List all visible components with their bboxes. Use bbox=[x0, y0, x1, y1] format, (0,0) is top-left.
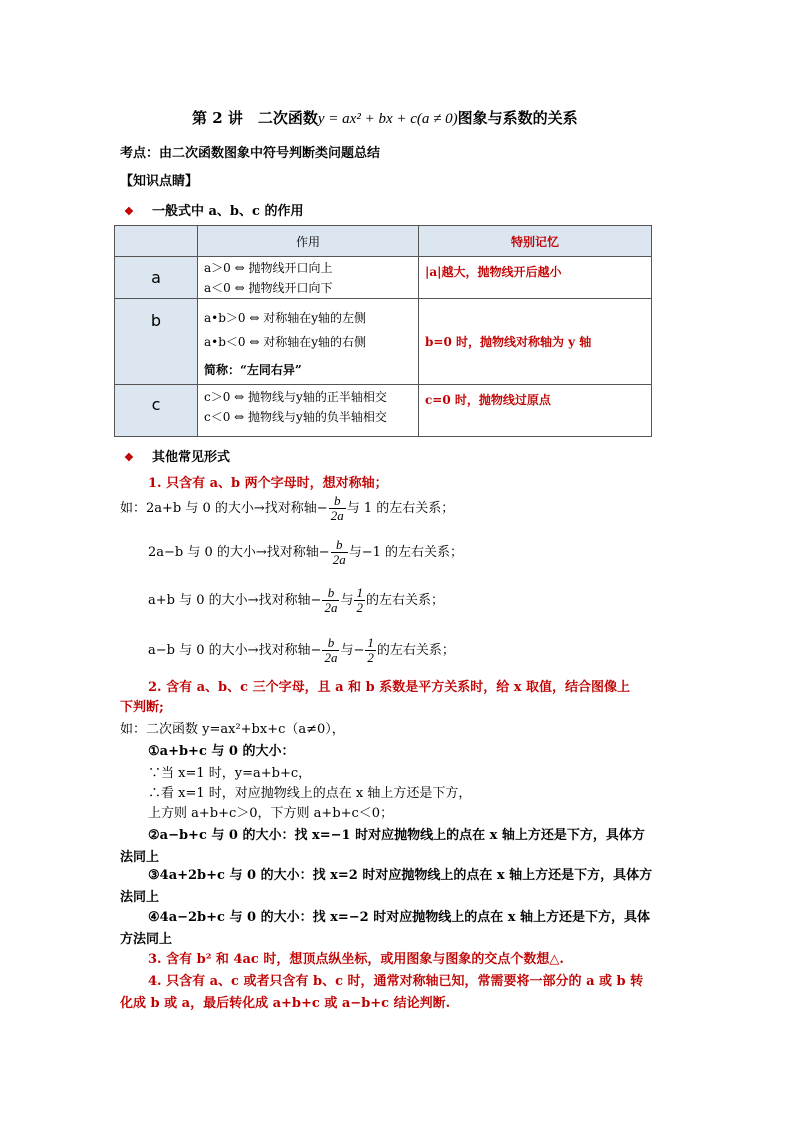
diamond-bullet-icon: ❖ bbox=[124, 205, 134, 218]
point-4-line-1: 4. 只含有 a、c 或者只含有 b、c 时，通常对称轴已知，常需要将一部分的 a 或 b 转 bbox=[148, 974, 644, 989]
point-1: 1. 只含有 a、b 两个字母时，想对称轴； bbox=[148, 476, 388, 491]
role-line: a＞0 ⇔ 抛物线开口向上 bbox=[204, 260, 333, 275]
example-therefore: ∴看 x=1 时，对应抛物线上的点在 x 轴上方还是下方， bbox=[148, 786, 472, 801]
minus-sign: − bbox=[310, 643, 322, 658]
section-general-form bbox=[124, 200, 303, 219]
fraction-den: 2a bbox=[324, 650, 338, 665]
example-item-2-line-1: ②a−b+c 与 0 的大小：找 x=−1 时对应抛物线上的点在 x 轴上方还是下方，具体方 bbox=[148, 828, 645, 843]
example-conclusion: 上方则 a+b+c＞0，下方则 a+b+c＜0； bbox=[148, 806, 394, 821]
fraction-den: 2a bbox=[332, 552, 346, 567]
minus-sign: − bbox=[318, 545, 330, 560]
point-2-line-2: 下判断; bbox=[120, 700, 164, 715]
row-letter: a bbox=[115, 257, 198, 299]
coefficient-table bbox=[114, 225, 652, 437]
fraction-one-half bbox=[365, 636, 376, 665]
example-a-minus-b bbox=[148, 636, 455, 665]
point-3: 3. 含有 b² 和 4ac 时，想顶点纵坐标，或用图象与图象的交点个数想△. bbox=[148, 952, 564, 967]
section-other-forms bbox=[124, 446, 230, 465]
fraction-den: 2a bbox=[324, 600, 338, 615]
row-memory: |a|越大，抛物线开后越小 bbox=[419, 257, 652, 299]
fraction-den: 2a bbox=[330, 508, 344, 523]
example-2a-plus-b bbox=[120, 494, 454, 523]
fraction-num: b bbox=[322, 586, 339, 601]
table-row bbox=[115, 257, 652, 299]
row-role bbox=[198, 257, 419, 299]
row-letter: c bbox=[115, 385, 198, 437]
example-item-3-line-2: 法同上 bbox=[120, 890, 160, 905]
role-line: a•b＞0 ⇔ 对称轴在y轴的左侧 bbox=[204, 310, 367, 325]
example-item-4-line-2: 方法同上 bbox=[120, 932, 173, 947]
table-row bbox=[115, 385, 652, 437]
fraction-b-over-2a bbox=[331, 538, 348, 567]
example-item-1: ①a+b+c 与 0 的大小： bbox=[148, 744, 295, 759]
title-formula: y = ax² + bx + c(a ≠ 0) bbox=[317, 111, 458, 127]
example-tail: 与−1 的左右关系； bbox=[348, 545, 463, 560]
fraction-b-over-2a bbox=[329, 494, 346, 523]
minus-sign: − bbox=[316, 501, 328, 516]
row-memory: c=0 时，抛物线过原点 bbox=[419, 385, 652, 437]
example-tail: 的左右关系； bbox=[376, 643, 455, 658]
example-lead: a−b 与 0 的大小→找对称轴 bbox=[148, 643, 311, 658]
role-line: 简称：“左同右异” bbox=[204, 362, 302, 377]
example-lead: 如：2a+b 与 0 的大小→找对称轴 bbox=[120, 501, 317, 516]
role-line: c＞0 ⇔ 抛物线与y轴的正半轴相交 bbox=[204, 390, 387, 404]
fraction-b-over-2a bbox=[322, 586, 339, 615]
kaodian-heading: 考点：由二次函数图象中符号判断类问题总结 bbox=[120, 146, 381, 161]
row-role bbox=[198, 385, 419, 437]
example-item-4-line-1: ④4a−2b+c 与 0 的大小：找 x=−2 时对应抛物线上的点在 x 轴上方还是下方，具体 bbox=[148, 910, 651, 925]
fraction-num: b bbox=[322, 636, 339, 651]
table-row bbox=[115, 299, 652, 385]
fraction-num: b bbox=[331, 538, 348, 553]
example-item-3-line-1: ③4a+2b+c 与 0 的大小：找 x=2 时对应抛物线上的点在 x 轴上方还是下方，具体方 bbox=[148, 868, 653, 883]
table-corner bbox=[115, 226, 198, 257]
example-intro: 如：二次函数 y=ax²+bx+c（a≠0）， bbox=[120, 722, 345, 737]
table-header-role: 作用 bbox=[198, 226, 419, 257]
row-role bbox=[198, 299, 419, 385]
fraction-den: 2 bbox=[356, 600, 363, 615]
fraction-den: 2 bbox=[367, 650, 374, 665]
example-mid: 与− bbox=[340, 643, 365, 658]
knowledge-heading: 【知识点睛】 bbox=[120, 174, 199, 189]
fraction-num: 1 bbox=[367, 635, 374, 650]
table-header-memory: 特别记忆 bbox=[419, 226, 652, 257]
fraction-b-over-2a bbox=[322, 636, 339, 665]
point-2-line-1: 2. 含有 a、b、c 三个字母，且 a 和 b 系数是平方关系时，给 x 取值，结合图像上 bbox=[148, 680, 630, 695]
minus-sign: − bbox=[310, 593, 322, 608]
fraction-num: b bbox=[329, 494, 346, 509]
role-line: c＜0 ⇔ 抛物线与y轴的负半轴相交 bbox=[204, 410, 387, 424]
title-suffix: 图象与系数的关系 bbox=[457, 109, 578, 127]
title-prefix: 第 2 讲 二次函数 bbox=[192, 109, 318, 127]
example-because: ∵当 x=1 时，y=a+b+c， bbox=[148, 766, 312, 781]
section2-text: 其他常见形式 bbox=[151, 450, 230, 465]
point-4-line-2: 化成 b 或 a，最后转化成 a+b+c 或 a−b+c 结论判断. bbox=[120, 996, 451, 1011]
section1-text: 一般式中 a、b、c 的作用 bbox=[151, 204, 304, 219]
example-a-plus-b bbox=[148, 586, 444, 615]
example-2a-minus-b bbox=[148, 538, 463, 567]
example-tail: 的左右关系； bbox=[365, 593, 444, 608]
role-line: a•b＜0 ⇔ 对称轴在y轴的右侧 bbox=[204, 334, 367, 349]
row-letter: b bbox=[115, 299, 198, 385]
diamond-bullet-icon: ❖ bbox=[124, 451, 134, 464]
example-item-2-line-2: 法同上 bbox=[120, 850, 160, 865]
fraction-num: 1 bbox=[356, 585, 363, 600]
example-lead: 2a−b 与 0 的大小→找对称轴 bbox=[148, 545, 319, 560]
example-lead: a+b 与 0 的大小→找对称轴 bbox=[148, 593, 311, 608]
row-memory: b=0 时，抛物线对称轴为 y 轴 bbox=[419, 299, 652, 385]
fraction-one-half bbox=[354, 586, 365, 615]
page-title bbox=[192, 107, 578, 128]
example-mid: 与 bbox=[340, 593, 354, 608]
role-line: a＜0 ⇔ 抛物线开口向下 bbox=[204, 280, 333, 295]
example-tail: 与 1 的左右关系； bbox=[346, 501, 455, 516]
